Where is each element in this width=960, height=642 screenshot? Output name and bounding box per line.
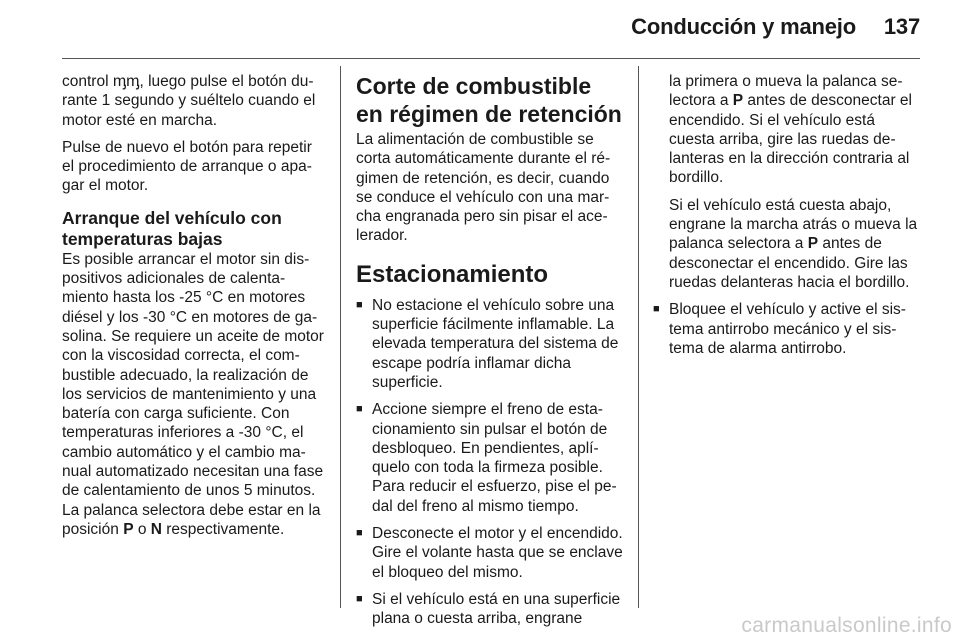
page-header	[631, 14, 920, 40]
list-item: ■ No estacione el vehículo sobre una superficie fácilmente inflamable. La elevada temperatura del sistema de escape podría inflamar dicha superficie.	[356, 296, 624, 392]
list-item: ■ Accione siempre el freno de estacionamiento sin pulsar el botón de desbloqueo. En pendientes, aplíquelo con toda la firmeza posible. Para reducir el esfuerzo, pise el pedal del freno al mismo tiempo.	[356, 400, 624, 516]
paragraph-fuel-cutoff: La alimentación de combustible se corta automáticamente durante el régimen de retención, es decir, cuando se conduce el vehículo con una marcha engranada pero sin pisar el acelerador.	[356, 131, 611, 245]
heading-cold-start: Arranque del vehículo con temperaturas bajas	[62, 207, 282, 249]
list-item: ■ Si el vehículo está en una superficie plana o cuesta arriba, engrane	[356, 590, 624, 629]
paragraph-downhill: Si el vehículo está cuesta abajo, engrane la marcha atrás o mueva la palanca selectora a P antes de desconectar el encendido. Gire las ruedas delanteras hacia el bordillo.	[669, 196, 918, 291]
watermark: carmanualsonline.info	[741, 614, 952, 637]
heading-fuel-cutoff: Corte de combustible en régimen de retención	[356, 73, 622, 127]
column-divider-2	[638, 66, 639, 608]
heading-parking: Estacionamiento	[356, 260, 549, 288]
header-rule	[62, 58, 920, 59]
parking-list	[356, 296, 624, 629]
paragraph-continuation: la primera o mueva la palanca selectora a P antes de desconectar el encendido. Si el vehículo está cuesta arriba, gire las ruedas delanteras en la dirección contraria al bordillo.	[669, 73, 912, 187]
paragraph-cold-start: Es posible arrancar el motor sin dispositivos adicionales de calentamiento hasta los -25 °C en motores diésel y los -30 °C en motores de gasolina. Se requiere un aceite de motor con la viscosidad correcta, el combustible adecuado, la realización de los servicios de mantenimiento y una batería con carga suficiente. Con temperaturas inferiores a -30 °C, el cambio automático y el cambio manual automatizado necesitan una fase de calentamiento de unos 5 minutos. La palanca selectora debe estar en la posición P o N respectivamente.	[62, 250, 324, 538]
list-item: ■ Bloquee el vehículo y active el sistema antirrobo mecánico y el sistema de alarma antirrobo.	[653, 300, 923, 358]
paragraph-repeat: Pulse de nuevo el botón para repetir el procedimiento de arranque o apagar el motor.	[62, 138, 312, 195]
list-item: ■ Desconecte el motor y el encendido. Gire el volante hasta que se enclave el bloqueo del mismo.	[356, 524, 624, 582]
column-2	[356, 72, 624, 637]
column-3	[653, 72, 923, 366]
paragraph-glow-control: control ᶆᶆ, luego pulse el botón durante 1 segundo y suéltelo cuando el motor esté en marcha.	[62, 73, 316, 129]
column-divider-1	[340, 66, 341, 608]
column-1	[62, 72, 324, 547]
page-number: 137	[883, 14, 920, 39]
section-title: Conducción y manejo	[631, 14, 856, 39]
glow-plug-icon: ᶆᶆ	[112, 73, 140, 90]
parking-list-continued	[653, 300, 923, 358]
